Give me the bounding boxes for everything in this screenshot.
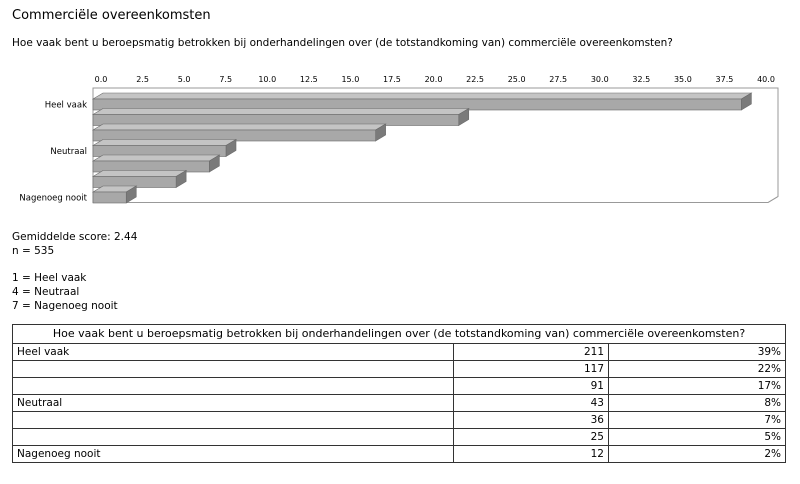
x-tick-label: 15.0: [341, 75, 360, 84]
page-title: Commerciële overeenkomsten: [12, 8, 211, 23]
table-row: [13, 446, 786, 463]
x-tick-label: 5.0: [177, 75, 191, 84]
scale-legend: [12, 271, 118, 313]
row-count: 12: [454, 446, 609, 463]
x-tick-label: 10.0: [258, 75, 277, 84]
row-percent: 5%: [609, 429, 786, 446]
legend-item: 4 = Neutraal: [12, 286, 80, 298]
row-percent: 2%: [609, 446, 786, 463]
bar-top: [93, 124, 386, 130]
x-tick-label: 12.5: [299, 75, 318, 84]
row-count: 36: [454, 412, 609, 429]
table-row: [13, 378, 786, 395]
row-label: [13, 429, 454, 446]
x-tick-label: 7.5: [219, 75, 233, 84]
row-count: 211: [454, 344, 609, 361]
table-row: [13, 429, 786, 446]
category-label: Neutraal: [50, 147, 87, 157]
bar: [93, 192, 126, 203]
x-tick-label: 22.5: [466, 75, 484, 84]
x-tick-label: 25.0: [507, 75, 526, 84]
legend-item: 1 = Heel vaak: [12, 272, 87, 284]
legend-item: 7 = Nagenoeg nooit: [12, 300, 118, 312]
x-tick-label: 0.0: [94, 75, 108, 84]
row-label: Heel vaak: [13, 344, 454, 361]
row-percent: 17%: [609, 378, 786, 395]
row-percent: 8%: [609, 395, 786, 412]
row-percent: 7%: [609, 412, 786, 429]
row-count: 43: [454, 395, 609, 412]
x-tick-label: 32.5: [632, 75, 651, 84]
question-text: Hoe vaak bent u beroepsmatig betrokken bij onderhandelingen over (de totstandkoming van) commerciële overeenkomsten?: [12, 37, 673, 49]
table-row: [13, 344, 786, 361]
row-count: 25: [454, 429, 609, 446]
sample-size: n = 535: [12, 245, 55, 257]
mean-score: Gemiddelde score: 2.44: [12, 231, 138, 243]
row-label: [13, 361, 454, 378]
bar-top: [93, 109, 469, 115]
row-count: 117: [454, 361, 609, 378]
bar-chart: [0, 68, 800, 218]
row-percent: 22%: [609, 361, 786, 378]
x-tick-label: 37.5: [715, 75, 734, 84]
category-label: Heel vaak: [44, 100, 87, 111]
x-tick-label: 2.5: [136, 75, 149, 84]
table-row: [13, 412, 786, 429]
x-tick-label: 30.0: [590, 75, 609, 84]
frequency-table: [12, 324, 786, 463]
table-row: [13, 361, 786, 378]
row-percent: 39%: [609, 344, 786, 361]
category-label: Nagenoeg nooit: [19, 193, 87, 204]
x-tick-label: 40.0: [757, 75, 775, 84]
row-label: Neutraal: [13, 395, 454, 412]
row-label: [13, 412, 454, 429]
bar-top: [93, 155, 219, 161]
row-count: 91: [454, 378, 609, 395]
table-row: [13, 395, 786, 412]
x-tick-label: 27.5: [549, 75, 568, 84]
x-tick-label: 20.0: [424, 75, 443, 84]
x-tick-label: 35.0: [673, 75, 692, 84]
x-tick-label: 17.5: [383, 75, 401, 84]
table-header-row: [13, 325, 786, 344]
bar-top: [93, 93, 751, 99]
table-header: Hoe vaak bent u beroepsmatig betrokken bij onderhandelingen over (de totstandkoming van) commerciële overeenkomsten?: [13, 325, 786, 344]
bar-top: [93, 140, 236, 146]
row-label: [13, 378, 454, 395]
stats-block: [12, 230, 137, 258]
bar-top: [93, 171, 186, 177]
row-label: Nagenoeg nooit: [13, 446, 454, 463]
